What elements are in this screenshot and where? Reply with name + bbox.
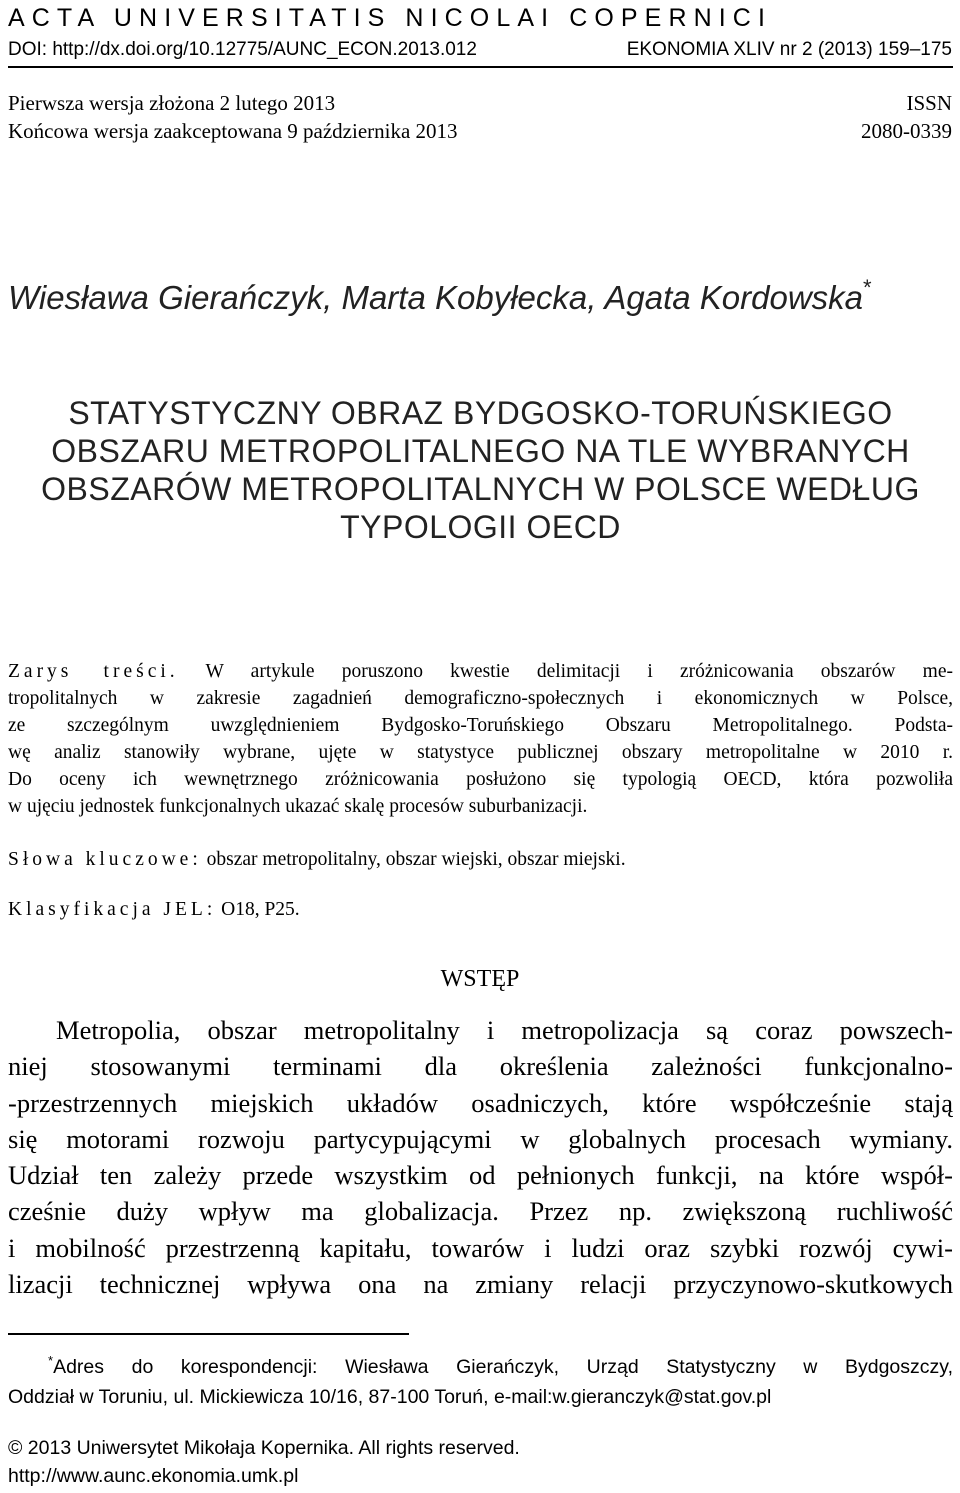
body-line: i mobilność przestrzenną kapitału, towarów i ludzi oraz szybki rozwój cywi- (8, 1232, 953, 1263)
header-rule (8, 66, 953, 68)
final-version-date: Końcowa wersja zaakceptowana 9 października 2013 (8, 119, 458, 143)
body-line: lizacji technicznej wpływa ona na zmiany relacji przyczynowo-skutkowych (8, 1269, 953, 1300)
footnote-mark: * (48, 1353, 54, 1368)
jel-label: Klasyfikacja JEL: (8, 899, 217, 920)
keywords (8, 846, 626, 873)
doi-line: DOI: http://dx.doi.org/10.12775/AUNC_ECON.2013.012 (8, 39, 477, 60)
copyright-notice: © 2013 Uniwersytet Mikołaja Kopernika. All rights reserved. (8, 1437, 520, 1459)
abstract-line: Do oceny ich wewnętrznego zróżnicowania posłużono się typologią OECD, która pozwoliła (8, 769, 953, 790)
author-names: Wiesława Gierańczyk, Marta Kobyłecka, Agata Kordowska (8, 279, 864, 316)
body-line: Udział ten zależy przede wszystkim od pełnionych funkcji, na które współ- (8, 1160, 953, 1191)
section-heading: WSTĘP (440, 966, 520, 992)
article-title (8, 394, 953, 546)
footnote (8, 1352, 953, 1412)
abstract-line: wę analiz stanowiły wybrane, ujęte w statystyce publicznej obszary metropolitalne w 2010 r. (8, 742, 953, 763)
footnote-line: Oddział w Toruniu, ul. Mickiewicza 10/16, 87-100 Toruń, e-mail:w.gieranczyk@stat.gov.pl (8, 1386, 772, 1408)
title-line: OBSZARÓW METROPOLITALNYCH W POLSCE WEDŁUG (41, 471, 920, 507)
body-line: Metropolia, obszar metropolitalny i metropolizacja są coraz powszech- (56, 1015, 953, 1045)
body-line: się motorami rozwoju partycypującymi w globalnych procesach wymiany. (8, 1123, 953, 1154)
journal-url[interactable]: http://www.aunc.ekonomia.umk.pl (8, 1465, 299, 1487)
issn-label: ISSN (906, 91, 952, 115)
abstract-text: W artykule poruszono kwestie delimitacji i zróżnicowania obszarów me- (178, 661, 953, 682)
abstract-line (8, 658, 953, 685)
body-text (8, 1012, 953, 1302)
footnote-text: Adres do korespondencji: Wiesława Gierańczyk, Urząd Statystyczny w Bydgoszczy, (53, 1356, 953, 1378)
footnote-line (8, 1352, 953, 1382)
abstract-line: w ujęciu jednostek funkcjonalnych ukazać skalę procesów suburbanizacji. (8, 796, 588, 817)
title-line: OBSZARU METROPOLITALNEGO NA TLE WYBRANYCH (51, 433, 910, 469)
body-line: -przestrzennych miejskich układów osadniczych, które współcześnie stają (8, 1087, 953, 1118)
body-line: cześnie duży wpływ ma globalizacja. Przez np. zwiększoną ruchliwość (8, 1196, 953, 1227)
issue-info: EKONOMIA XLIV nr 2 (2013) 159–175 (626, 39, 952, 60)
issn-number: 2080-0339 (861, 119, 952, 143)
footnote-rule (8, 1333, 409, 1335)
author-list (8, 276, 872, 320)
abstract-line: ze szczególnym uwzględnieniem Bydgosko-Toruńskiego Obszaru Metropolitalnego. Podsta- (8, 715, 953, 736)
abstract (8, 658, 953, 820)
author-footnote-mark: * (863, 275, 872, 300)
body-line: niej stosowanymi terminami dla określenia zależności funkcjonalno- (8, 1051, 953, 1082)
title-line: TYPOLOGII OECD (340, 509, 621, 545)
jel-classification (8, 896, 300, 923)
keywords-text: obszar metropolitalny, obszar wiejski, obszar miejski. (201, 849, 626, 870)
title-line: STATYSTYCZNY OBRAZ BYDGOSKO-TORUŃSKIEGO (68, 395, 893, 431)
abstract-label: Zarys treści. (8, 661, 179, 682)
journal-title: ACTA UNIVERSITATIS NICOLAI COPERNICI (8, 4, 773, 32)
first-version-date: Pierwsza wersja złożona 2 lutego 2013 (8, 91, 336, 115)
abstract-line: tropolitalnych w zakresie zagadnień demograficzno-społecznych i ekonomicznych w Polsce, (8, 688, 953, 709)
keywords-label: Słowa kluczowe: (8, 849, 202, 870)
jel-codes: O18, P25. (216, 899, 300, 920)
